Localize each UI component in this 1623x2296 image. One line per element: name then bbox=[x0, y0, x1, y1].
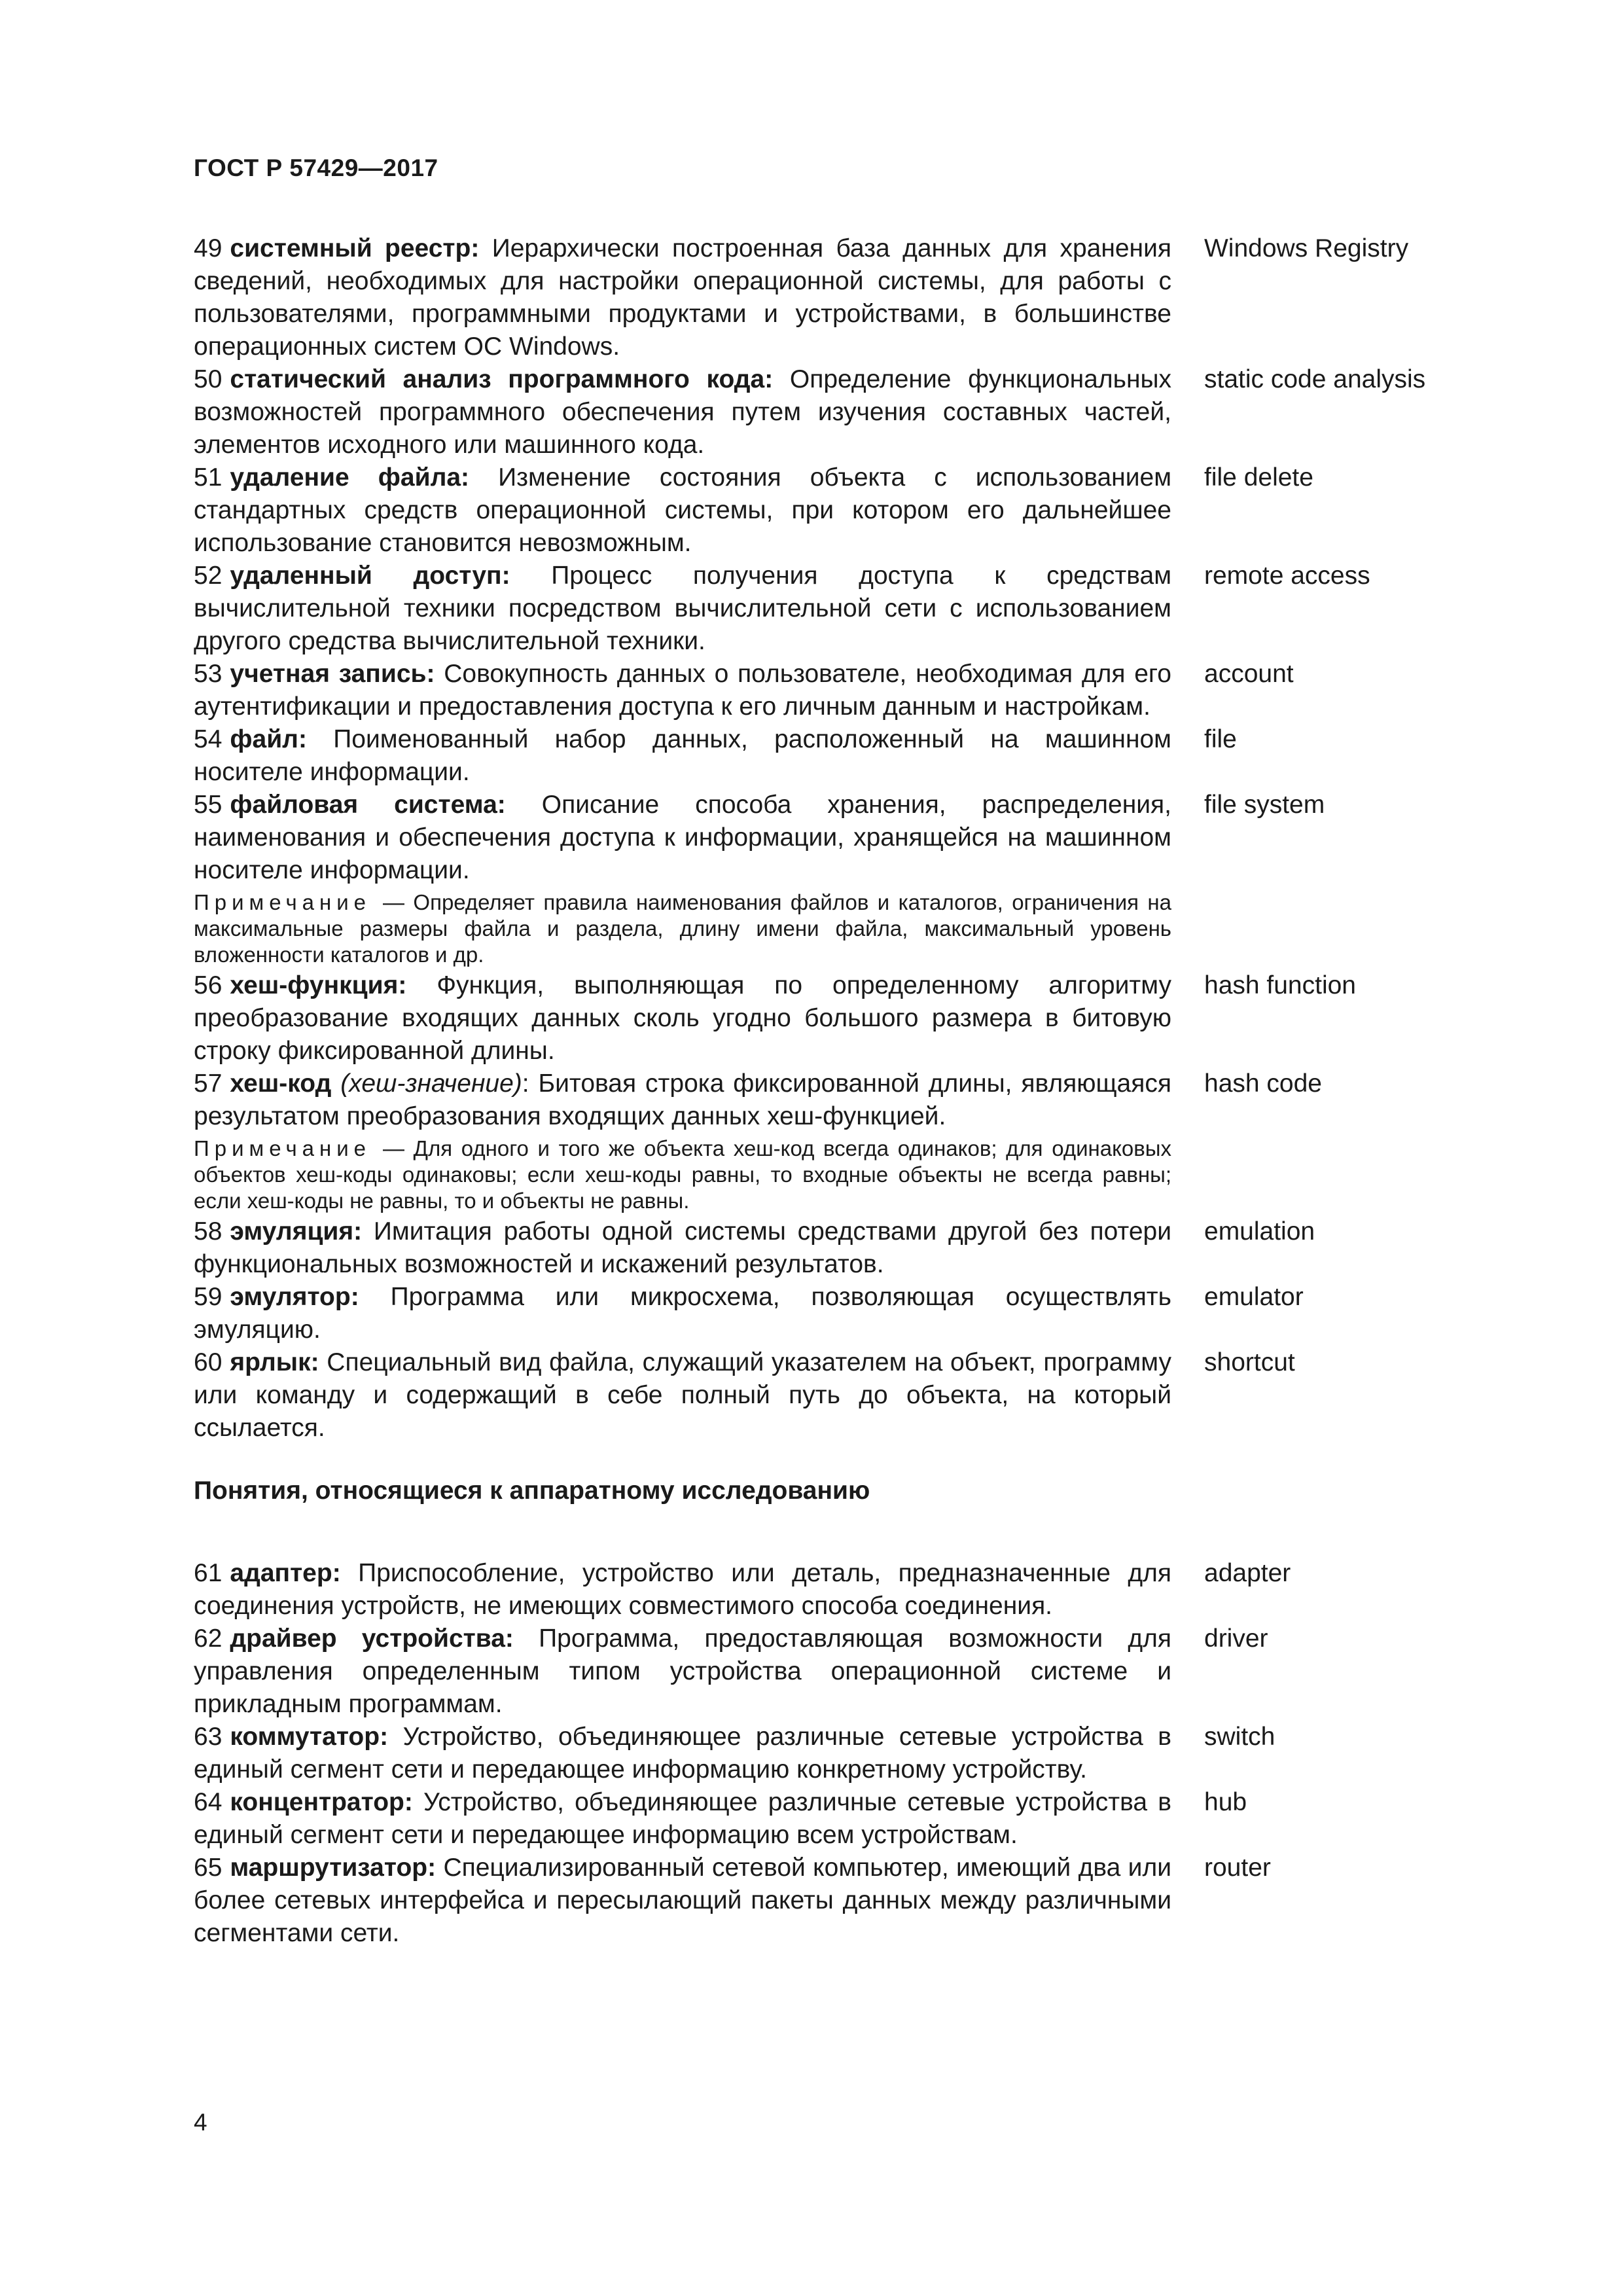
term-number: 58 bbox=[194, 1217, 223, 1246]
term-number: 59 bbox=[194, 1283, 223, 1311]
terms-list bbox=[194, 232, 1450, 1950]
term-name: эмуляция: bbox=[230, 1217, 363, 1246]
term-entry-50 bbox=[194, 363, 1450, 461]
term-definition bbox=[194, 461, 1171, 560]
term-entry-56 bbox=[194, 969, 1450, 1067]
term-entry-51 bbox=[194, 461, 1450, 560]
term-name: адаптер: bbox=[230, 1559, 341, 1587]
definition-text: Программа, предоставляющая возможности для управления определенным типом устройства операционной системе и прикладным программам. bbox=[194, 1624, 1171, 1718]
term-entry-64 bbox=[194, 1786, 1450, 1852]
term-definition bbox=[194, 560, 1171, 658]
definition-text: Описание способа хранения, распределения, наименования и обеспечения доступа к информации, хранящейся на машинном носителе информации. bbox=[194, 791, 1171, 884]
english-equivalent: remote access bbox=[1204, 562, 1370, 590]
definition-text: Совокупность данных о пользователе, необходимая для его аутентификации и предоставления доступа к его личным данным и настройкам. bbox=[194, 660, 1171, 721]
term-entry-52 bbox=[194, 560, 1450, 658]
term-name: удаленный доступ: bbox=[230, 562, 510, 590]
term-entry-58 bbox=[194, 1215, 1450, 1281]
term-definition bbox=[194, 723, 1171, 789]
definition-text: Изменение состояния объекта с использованием стандартных средств операционной системы, при котором его дальнейшее использование становится невозможным. bbox=[194, 463, 1172, 557]
term-name: концентратор: bbox=[230, 1788, 413, 1816]
term-number: 51 bbox=[194, 463, 223, 492]
term-name: маршрутизатор: bbox=[230, 1854, 437, 1882]
english-equivalent: account bbox=[1204, 660, 1294, 688]
term-entry-65 bbox=[194, 1852, 1450, 1950]
term-entry-55 bbox=[194, 789, 1450, 887]
term-name: драйвер устройства: bbox=[230, 1624, 514, 1653]
term-name: удаление файла: bbox=[230, 463, 470, 492]
note-text: — Определяет правила наименования файлов и каталогов, ограничения на максимальные размеры файла и раздела, длину имени файла, максимальный уровень вложенности каталогов и др. bbox=[194, 890, 1171, 967]
term-definition bbox=[194, 1721, 1171, 1786]
term-definition bbox=[194, 1623, 1171, 1721]
term-entry-57 bbox=[194, 1067, 1450, 1133]
note-label: Примечание bbox=[194, 1136, 372, 1160]
term-number: 64 bbox=[194, 1788, 223, 1816]
term-definition bbox=[194, 1852, 1171, 1950]
term-number: 53 bbox=[194, 660, 223, 688]
term-number: 62 bbox=[194, 1624, 223, 1653]
english-equivalent: hash function bbox=[1204, 971, 1357, 999]
english-equivalent: driver bbox=[1204, 1624, 1268, 1653]
term-name: системный реестр: bbox=[230, 234, 480, 262]
term-entry-60 bbox=[194, 1346, 1450, 1444]
term-synonym: (хеш-значение) bbox=[340, 1069, 522, 1098]
english-equivalent: emulation bbox=[1204, 1217, 1315, 1246]
definition-text: Имитация работы одной системы средствами другой без потери функциональных возможностей и искажений результатов. bbox=[194, 1217, 1171, 1278]
term-entry-49 bbox=[194, 232, 1450, 363]
term-number: 55 bbox=[194, 791, 223, 819]
section-heading: Понятия, относящиеся к аппаратному исследованию bbox=[194, 1477, 870, 1505]
term-number: 56 bbox=[194, 971, 223, 999]
term-entry-59 bbox=[194, 1281, 1450, 1346]
term-entry-54 bbox=[194, 723, 1450, 789]
term-definition bbox=[194, 1281, 1171, 1346]
english-equivalent: static code analysis bbox=[1204, 365, 1426, 393]
term-entry-63 bbox=[194, 1721, 1450, 1786]
english-equivalent: switch bbox=[1204, 1723, 1275, 1751]
term-definition bbox=[194, 232, 1171, 363]
definition-text: Устройство, объединяющее различные сетевые устройства в единый сегмент сети и передающее информацию всем устройствам. bbox=[194, 1788, 1171, 1849]
definition-text: Иерархически построенная база данных для хранения сведений, необходимых для настройки операционной системы, для работы с пользователями, программными продуктами и устройствами, в большинстве операционных систем ОС Windows. bbox=[194, 234, 1171, 361]
english-equivalent: adapter bbox=[1204, 1559, 1291, 1587]
note-55 bbox=[194, 889, 1171, 968]
term-number: 65 bbox=[194, 1854, 223, 1882]
definition-text: Специализированный сетевой компьютер, имеющий два или более сетевых интерфейса и пересылающий пакеты данных между различными сегментами сети. bbox=[194, 1854, 1171, 1947]
term-name: ярлык: bbox=[230, 1348, 319, 1376]
term-definition bbox=[194, 1067, 1171, 1133]
definition-text: Специальный вид файла, служащий указателем на объект, программу или команду и содержащий в себе полный путь до объекта, на который ссылается. bbox=[194, 1348, 1171, 1442]
term-name: хеш-функция: bbox=[230, 971, 407, 999]
term-entry-61 bbox=[194, 1557, 1450, 1623]
term-name: файл: bbox=[230, 725, 307, 753]
term-name: хеш-код bbox=[230, 1069, 332, 1098]
english-equivalent: file system bbox=[1204, 791, 1325, 819]
english-equivalent: router bbox=[1204, 1854, 1271, 1882]
term-definition bbox=[194, 1786, 1171, 1852]
term-definition bbox=[194, 1346, 1171, 1444]
definition-text: Поименованный набор данных, расположенный на машинном носителе информации. bbox=[194, 725, 1171, 786]
page-number: 4 bbox=[194, 2109, 207, 2136]
term-entry-53 bbox=[194, 658, 1450, 723]
definition-text: : Битовая строка фиксированной длины, являющаяся результатом преобразования входящих данных хеш-функцией. bbox=[194, 1069, 1171, 1130]
english-equivalent: hub bbox=[1204, 1788, 1247, 1816]
definition-text: Процесс получения доступа к средствам вычислительной техники посредством вычислительной сети с использованием другого средства вычислительной техники. bbox=[194, 562, 1172, 655]
term-name: эмулятор: bbox=[230, 1283, 359, 1311]
term-number: 52 bbox=[194, 562, 223, 590]
term-name: файловая система: bbox=[230, 791, 506, 819]
term-name: коммутатор: bbox=[230, 1723, 389, 1751]
note-57 bbox=[194, 1136, 1171, 1214]
term-name: статический анализ программного кода: bbox=[230, 365, 774, 393]
term-definition bbox=[194, 789, 1171, 887]
term-definition bbox=[194, 658, 1171, 723]
term-definition bbox=[194, 363, 1171, 461]
term-number: 54 bbox=[194, 725, 223, 753]
term-definition bbox=[194, 1215, 1171, 1281]
term-number: 57 bbox=[194, 1069, 223, 1098]
english-equivalent: Windows Registry bbox=[1204, 234, 1409, 262]
term-entry-62 bbox=[194, 1623, 1450, 1721]
english-equivalent: file bbox=[1204, 725, 1237, 753]
note-text: — Для одного и того же объекта хеш-код всегда одинаков; для одинаковых объектов хеш-коды одинаковы; если хеш-коды равны, то входные объекты не всегда равны; если хеш-коды не равны, то и объекты не равны. bbox=[194, 1136, 1171, 1213]
english-equivalent: emulator bbox=[1204, 1283, 1304, 1311]
definition-text: Устройство, объединяющее различные сетевые устройства в единый сегмент сети и передающее информацию конкретному устройству. bbox=[194, 1723, 1171, 1784]
term-number: 63 bbox=[194, 1723, 223, 1751]
definition-text: Программа или микросхема, позволяющая осуществлять эмуляцию. bbox=[194, 1283, 1171, 1344]
term-name: учетная запись: bbox=[230, 660, 435, 688]
definition-text: Функция, выполняющая по определенному алгоритму преобразование входящих данных сколь угодно большого размера в битовую строку фиксированной длины. bbox=[194, 971, 1171, 1065]
english-equivalent: hash code bbox=[1204, 1069, 1322, 1098]
note-label: Примечание bbox=[194, 890, 372, 914]
term-number: 60 bbox=[194, 1348, 223, 1376]
english-equivalent: file delete bbox=[1204, 463, 1313, 492]
definition-text: Определение функциональных возможностей программного обеспечения путем изучения составных частей, элементов исходного или машинного кода. bbox=[194, 365, 1172, 459]
english-equivalent: shortcut bbox=[1204, 1348, 1295, 1376]
term-number: 61 bbox=[194, 1559, 223, 1587]
term-definition bbox=[194, 1557, 1171, 1623]
term-definition bbox=[194, 969, 1171, 1067]
term-number: 49 bbox=[194, 234, 223, 262]
definition-text: Приспособление, устройство или деталь, предназначенные для соединения устройств, не имеющих совместимого способа соединения. bbox=[194, 1559, 1171, 1620]
term-number: 50 bbox=[194, 365, 223, 393]
document-header: ГОСТ Р 57429—2017 bbox=[194, 154, 438, 181]
